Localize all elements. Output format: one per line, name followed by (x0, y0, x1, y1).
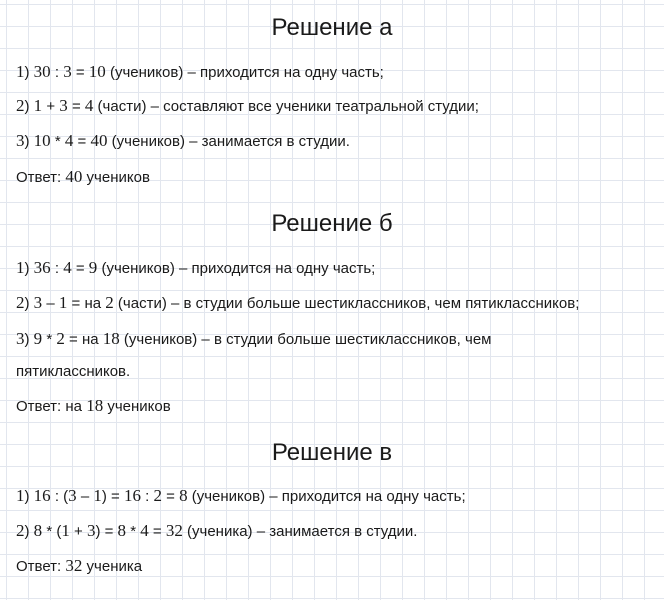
section-a-step-3: 3) 10 * 4 = 40 (учеников) – занимается в студии. (16, 131, 350, 150)
number: 10 (33, 131, 51, 150)
number: 3 (16, 329, 25, 348)
number: 2 (16, 293, 25, 312)
number: 1 (16, 486, 25, 505)
number: 2 (153, 486, 162, 505)
section-b-step-3-continued: пятиклассников. (16, 363, 131, 380)
number: 30 (33, 62, 51, 81)
section-c-step-1: 1) 16 : (3 – 1) = 16 : 2 = 8 (учеников) – приходится на одну часть; (16, 486, 466, 505)
number: 2 (56, 329, 65, 348)
number: 16 (123, 486, 141, 505)
number: 1 (33, 96, 43, 115)
number: 3 (33, 293, 43, 312)
section-b-step-2: 2) 3 – 1 = на 2 (части) – в студии больше шестиклассников, чем пятиклассников; (16, 293, 580, 312)
number: 18 (102, 329, 120, 348)
number: 1 (16, 62, 25, 81)
number: 4 (63, 258, 72, 277)
number: 9 (88, 258, 98, 277)
number: 9 (33, 329, 43, 348)
section-a-step-1: 1) 30 : 3 = 10 (учеников) – приходится на одну часть; (16, 62, 384, 81)
number: 3 (68, 486, 77, 505)
number: 1 (93, 486, 102, 505)
section-b-title: Решение б (271, 210, 393, 237)
number: 16 (33, 486, 51, 505)
number: 3 (16, 131, 25, 150)
section-b-step-3: 3) 9 * 2 = на 18 (учеников) – в студии больше шестиклассников, чем (16, 329, 492, 348)
number: 8 (179, 486, 188, 505)
number: 40 (90, 131, 108, 150)
number: 8 (33, 521, 43, 540)
number: 10 (88, 62, 106, 81)
section-c-title: Решение в (271, 439, 393, 466)
number: 4 (140, 521, 149, 540)
section-a-answer: Ответ: 40 учеников (16, 167, 150, 186)
number: 1 (61, 521, 70, 540)
number: 3 (59, 96, 68, 115)
number: 2 (16, 521, 25, 540)
number: 1 (16, 258, 25, 277)
section-c-answer: Ответ: 32 ученика (16, 556, 143, 575)
number: 32 (165, 521, 183, 540)
number: 3 (63, 62, 72, 81)
section-b-step-1: 1) 36 : 4 = 9 (учеников) – приходится на одну часть; (16, 258, 376, 277)
number: 3 (86, 521, 96, 540)
number: 2 (16, 96, 25, 115)
number: 8 (117, 521, 127, 540)
number: 4 (84, 96, 94, 115)
number: 18 (86, 396, 104, 415)
number: 1 (58, 293, 68, 312)
number: 2 (105, 293, 114, 312)
number: 4 (64, 131, 74, 150)
number: 32 (65, 556, 83, 575)
section-a-step-2: 2) 1 + 3 = 4 (части) – составляют все ученики театральной студии; (16, 96, 479, 115)
number: 36 (33, 258, 51, 277)
section-a-title: Решение а (271, 14, 393, 41)
section-c-step-2: 2) 8 * (1 + 3) = 8 * 4 = 32 (ученика) – занимается в студии. (16, 521, 418, 540)
number: 40 (65, 167, 83, 186)
section-b-answer: Ответ: на 18 учеников (16, 396, 171, 415)
